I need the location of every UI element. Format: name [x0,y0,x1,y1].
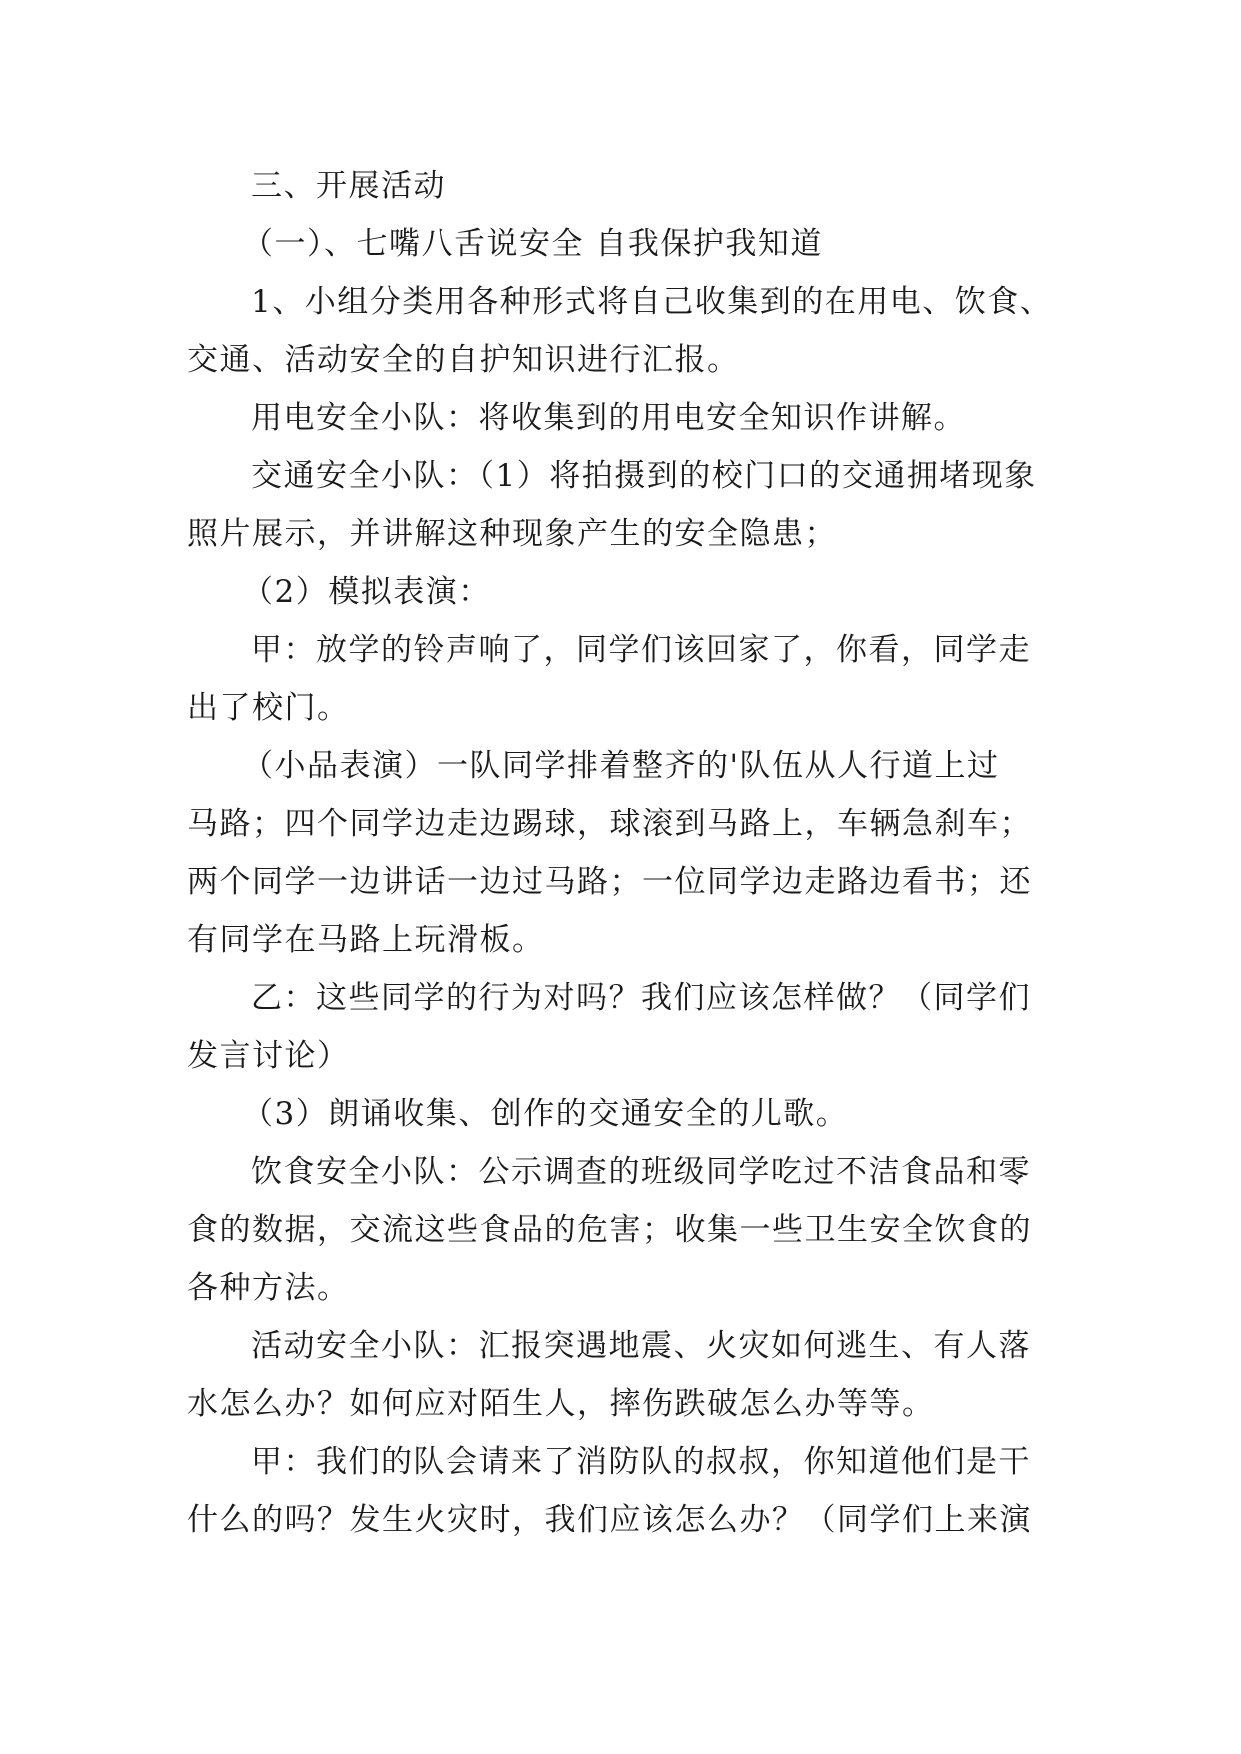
paragraph-line: 照片展示，并讲解这种现象产生的安全隐患； [187,516,837,552]
subsection-heading: （一）、七嘴八舌说安全 自我保护我知道 [242,226,823,262]
paragraph-line: 有同学在马路上玩滑板。 [187,922,545,958]
document-body [187,157,1057,1549]
paragraph-line: 甲：我们的队会请来了消防队的叔叔，你知道他们是干 [251,1444,1031,1480]
paragraph-line: （3）朗诵收集、创作的交通安全的儿歌。 [242,1096,849,1132]
paragraph-line: 马路；四个同学边走边踢球，球滚到马路上，车辆急刹车； [187,806,1032,842]
paragraph-line: 活动安全小队：汇报突遇地震、火灾如何逃生、有人落 [251,1328,1031,1364]
section-heading: 三、开展活动 [251,168,446,204]
paragraph-line: 出了校门。 [187,690,350,726]
paragraph-line: 饮食安全小队：公示调查的班级同学吃过不洁食品和零 [251,1154,1031,1190]
paragraph-line: 甲：放学的铃声响了，同学们该回家了，你看，同学走 [251,632,1031,668]
paragraph-line: 1、小组分类用各种形式将自己收集到的在用电、饮食、 [251,284,1053,320]
paragraph-line: 乙：这些同学的行为对吗？我们应该怎样做？（同学们 [251,980,1031,1016]
paragraph-line: 什么的吗？发生火灾时，我们应该怎么办？（同学们上来演 [187,1502,1032,1538]
paragraph-line: 交通、活动安全的自护知识进行汇报。 [187,342,740,378]
paragraph-line: 两个同学一边讲话一边过马路；一位同学边走路边看书；还 [187,864,1032,900]
paragraph-line: （小品表演）一队同学排着整齐的'队伍从人行道上过 [242,748,1000,784]
paragraph-line: 各种方法。 [187,1270,350,1306]
paragraph-line: 水怎么办？如何应对陌生人，摔伤跌破怎么办等等。 [187,1386,935,1422]
paragraph-line: 食的数据，交流这些食品的危害；收集一些卫生安全饮食的 [187,1212,1032,1248]
paragraph-line: 发言讨论） [187,1038,350,1074]
paragraph-line: （2）模拟表演： [242,574,491,610]
paragraph-line: 用电安全小队：将收集到的用电安全知识作讲解。 [251,400,966,436]
paragraph-line: 交通安全小队：（1）将拍摄到的校门口的交通拥堵现象 [251,458,1037,494]
